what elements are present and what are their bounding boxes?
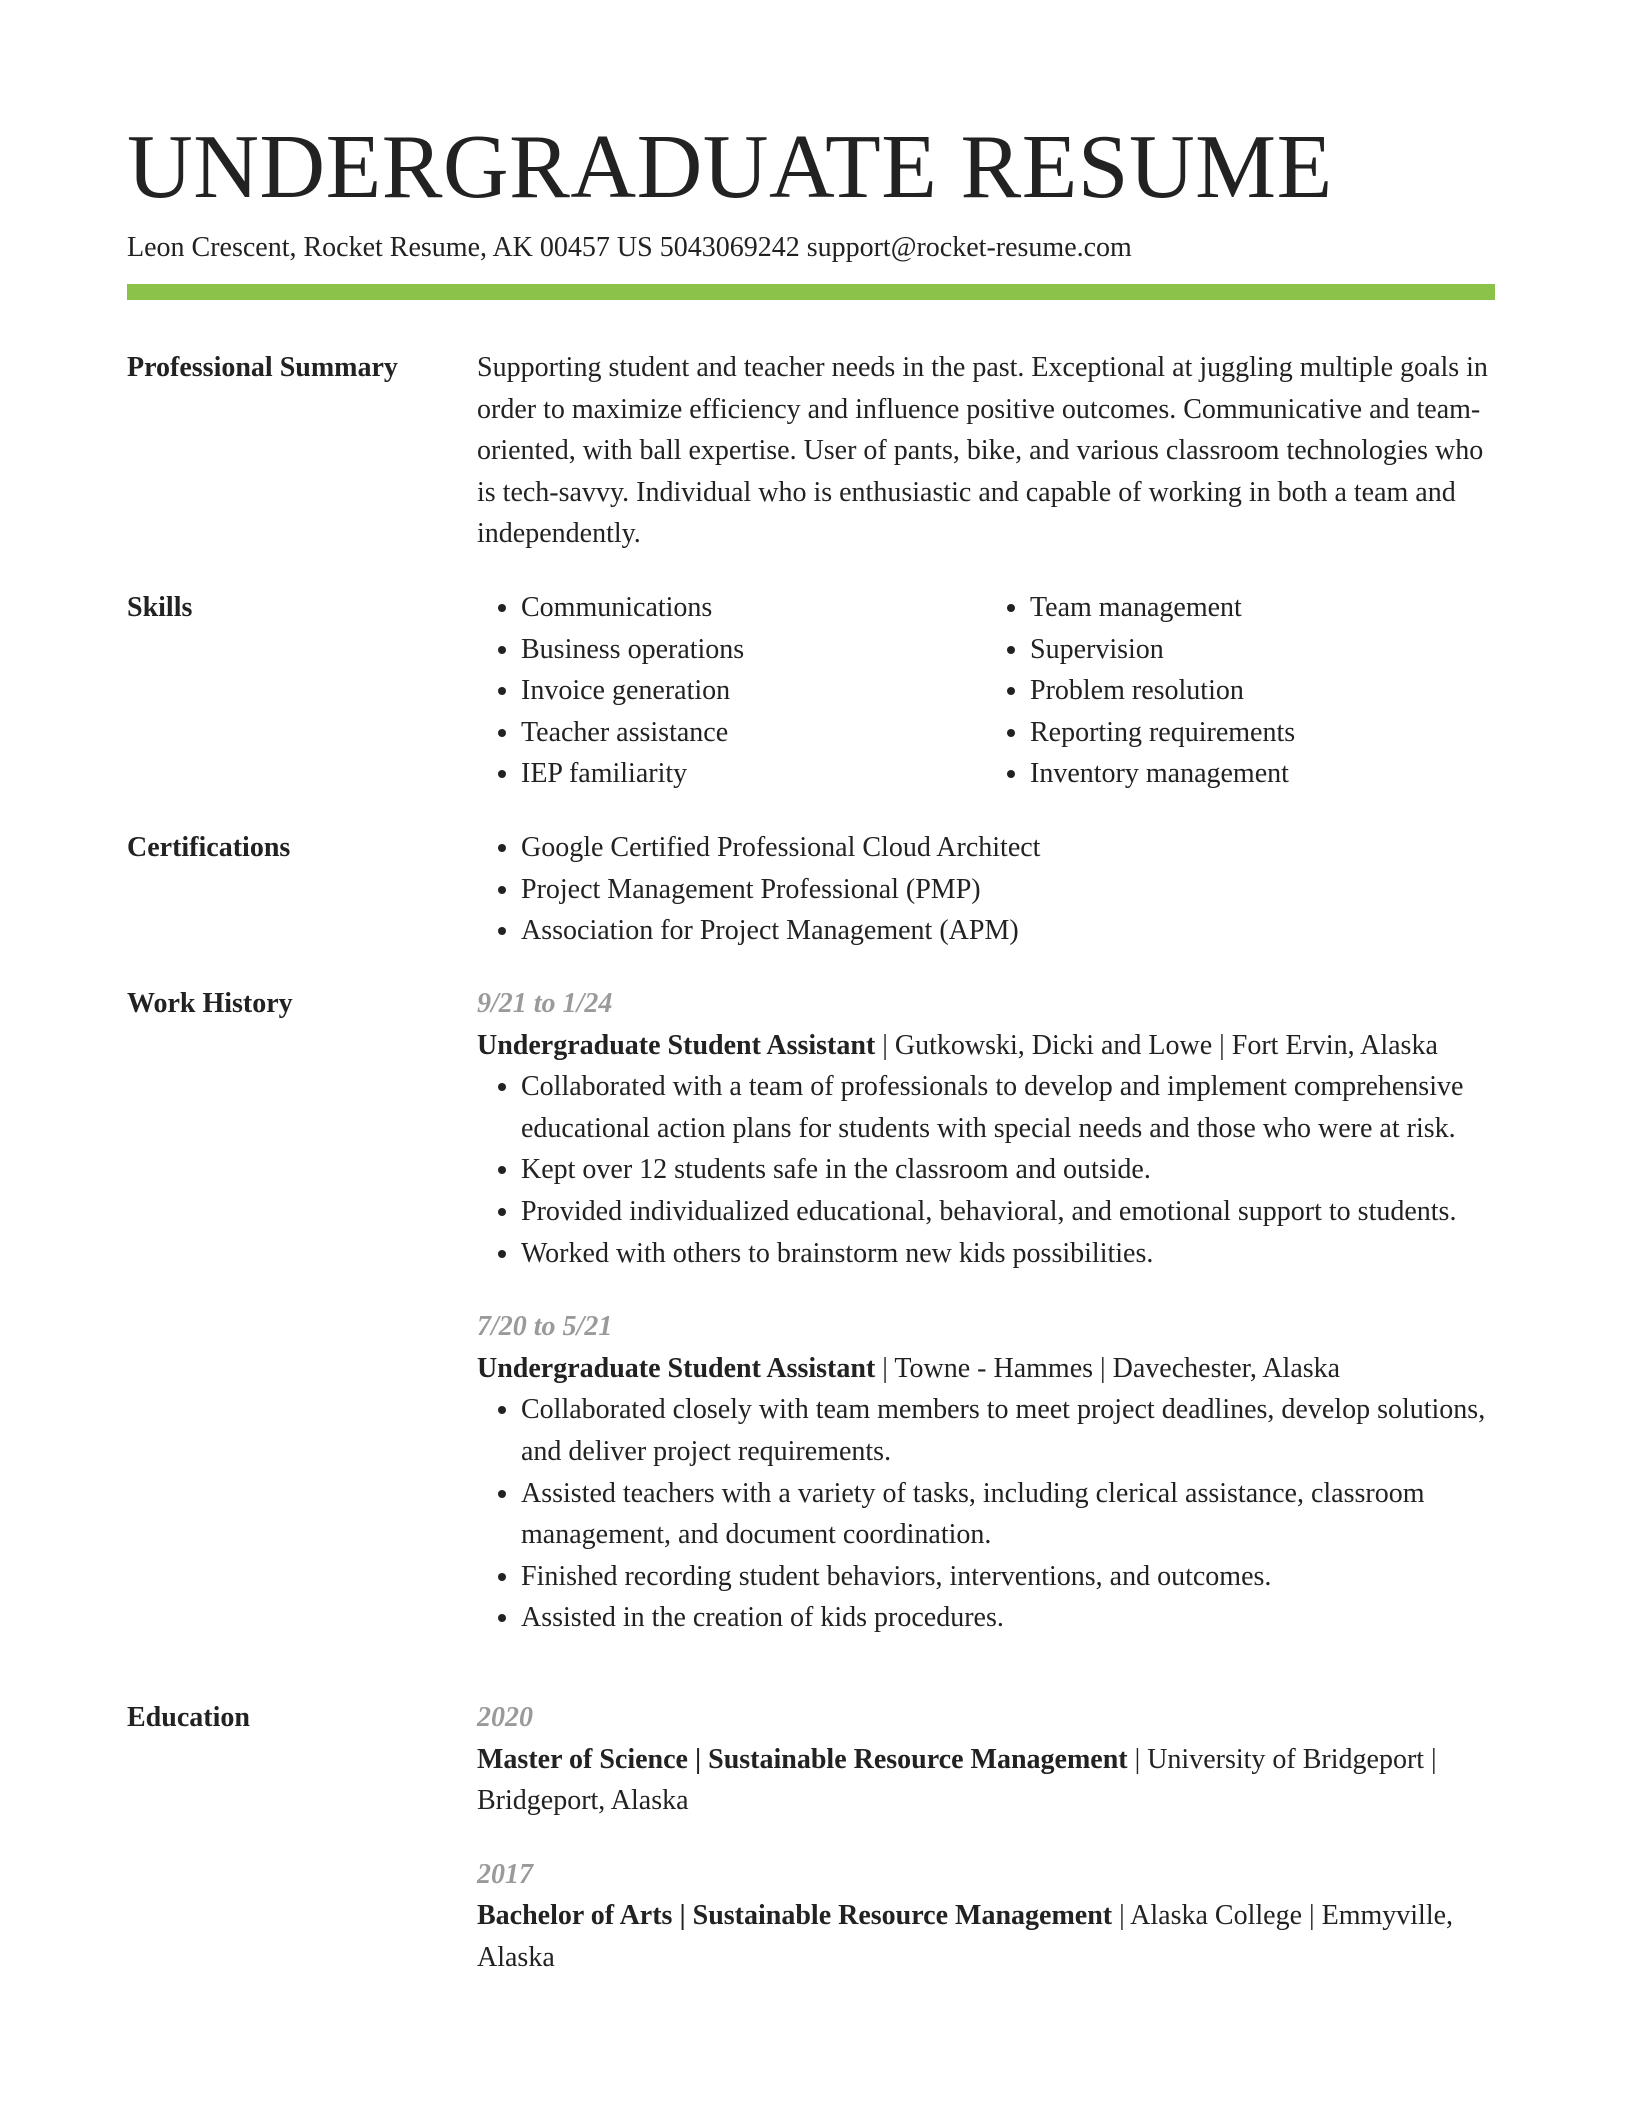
job-bullet: • Assisted teachers with a variety of tasks, including clerical assistance, classroom management, and document coordination. <box>521 1473 1495 1556</box>
skill-item: • Invoice generation <box>521 670 986 712</box>
education-year: 2020 <box>477 1702 533 1733</box>
education-heading-line <box>477 1895 1495 1978</box>
job-details: | Towne - Hammes | Davechester, Alaska <box>875 1352 1341 1384</box>
skill-item: • Reporting requirements <box>1030 712 1495 754</box>
skill-item: • Inventory management <box>1030 753 1495 795</box>
job-bullet: • Assisted in the creation of kids procedures. <box>521 1597 1495 1639</box>
job-bullets <box>477 1389 1495 1639</box>
job-bullets <box>477 1066 1495 1274</box>
certifications-heading: Certifications <box>127 832 291 863</box>
job-heading <box>477 1025 1495 1067</box>
skills-heading: Skills <box>127 592 193 623</box>
education-entry <box>477 1697 1495 1822</box>
skills-list-left <box>477 587 986 795</box>
skill-item: • Teacher assistance <box>521 712 986 754</box>
skill-item: • IEP familiarity <box>521 753 986 795</box>
summary-heading: Professional Summary <box>127 352 398 383</box>
certifications-list <box>477 827 1495 952</box>
accent-divider <box>127 284 1495 300</box>
job-details: | Gutkowski, Dicki and Lowe | Fort Ervin, Alaska <box>875 1029 1438 1061</box>
job-bullet: • Kept over 12 students safe in the classroom and outside. <box>521 1149 1495 1191</box>
skill-item: • Team management <box>1030 587 1495 629</box>
skill-item: • Supervision <box>1030 629 1495 671</box>
job-bullet: • Worked with others to brainstorm new kids possibilities. <box>521 1233 1495 1275</box>
job-entry <box>477 1306 1495 1639</box>
resume-title: UNDERGRADUATE RESUME <box>127 116 1333 217</box>
degree-title: Bachelor of Arts | Sustainable Resource Management <box>477 1900 1113 1932</box>
contact-line: Leon Crescent, Rocket Resume, AK 00457 US 5043069242 support@rocket-resume.com <box>127 232 1132 263</box>
job-bullet: • Finished recording student behaviors, interventions, and outcomes. <box>521 1556 1495 1598</box>
education-entry <box>477 1854 1495 1979</box>
skill-item: • Problem resolution <box>1030 670 1495 712</box>
certification-item: • Google Certified Professional Cloud Architect <box>521 827 1495 869</box>
education-year: 2017 <box>477 1858 533 1890</box>
job-heading <box>477 1348 1495 1390</box>
job-bullet: • Collaborated closely with team members to meet project deadlines, develop solutions, and deliver project requirements. <box>521 1389 1495 1472</box>
education-details: | University of Bridgeport | Bridgeport, Alaska <box>477 1743 1437 1817</box>
job-bullet: • Provided individualized educational, behavioral, and emotional support to students. <box>521 1191 1495 1233</box>
certification-item: • Association for Project Management (APM) <box>521 910 1495 952</box>
job-title: Undergraduate Student Assistant <box>477 1352 876 1384</box>
education-heading: Education <box>127 1702 250 1733</box>
job-dates: 9/21 to 1/24 <box>477 988 613 1019</box>
skill-item: • Business operations <box>521 629 986 671</box>
job-entry <box>477 983 1495 1274</box>
job-bullet: • Collaborated with a team of professionals to develop and implement comprehensive educational action plans for students with special needs and those who were at risk. <box>521 1066 1495 1149</box>
education-heading-line <box>477 1739 1495 1822</box>
job-title: Undergraduate Student Assistant <box>477 1029 876 1061</box>
job-dates: 7/20 to 5/21 <box>477 1311 613 1343</box>
skills-list-right <box>986 587 1495 795</box>
skill-item: • Communications <box>521 587 986 629</box>
education-details: | Alaska College | Emmyville, Alaska <box>477 1900 1454 1973</box>
certification-item: • Project Management Professional (PMP) <box>521 869 1495 911</box>
summary-text: Supporting student and teacher needs in the past. Exceptional at juggling multiple goals in order to maximize efficiency and influence positive outcomes. Communicative and team-oriented, with ball expertise. User of pants, bike, and various classroom technologies who is tech-savvy. Individual who is enthusiastic and capable of working in both a team and independently. <box>477 352 1488 550</box>
degree-title: Master of Science | Sustainable Resource Management <box>477 1743 1128 1775</box>
work-history-heading: Work History <box>127 988 293 1019</box>
